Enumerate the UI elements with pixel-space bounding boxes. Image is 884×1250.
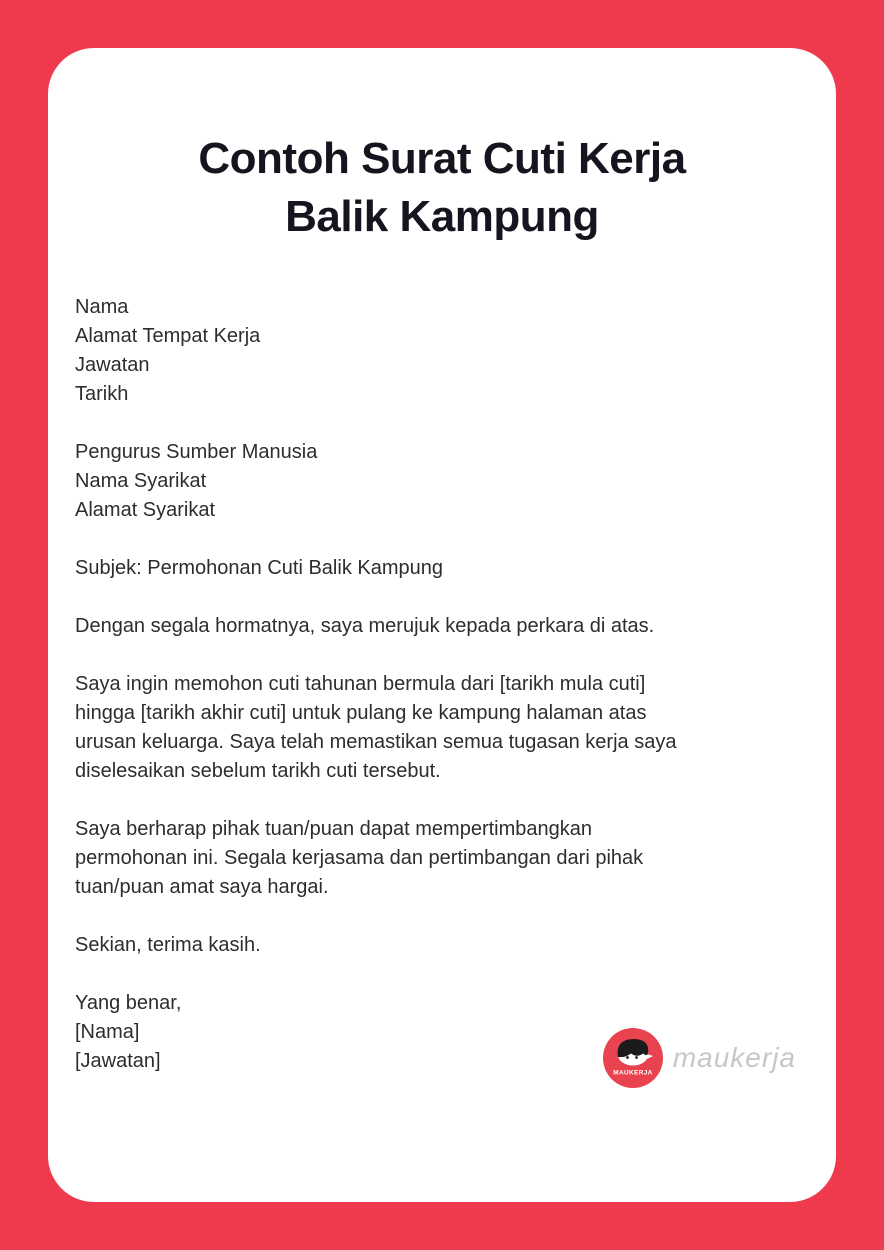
paragraph-line: permohonan ini. Segala kerjasama dan pertimbangan dari pihak xyxy=(75,847,644,869)
recipient-block xyxy=(75,438,810,525)
sender-position: Jawatan xyxy=(75,354,150,376)
paragraph-line: tuan/puan amat saya hargai. xyxy=(75,876,329,898)
page-title xyxy=(48,130,836,246)
paragraph-line: diselesaikan sebelum tarikh cuti tersebut. xyxy=(75,760,441,782)
title-line-1: Contoh Surat Cuti Kerja xyxy=(198,134,686,183)
maukerja-logo xyxy=(603,1028,796,1088)
body-paragraph-2 xyxy=(75,815,810,902)
maukerja-wordmark: maukerja xyxy=(672,1042,796,1073)
sender-block xyxy=(75,293,810,409)
signoff-phrase: Yang benar, xyxy=(75,992,182,1014)
maukerja-badge-icon xyxy=(603,1028,663,1088)
paragraph-line: Saya ingin memohon cuti tahunan bermula dari [tarikh mula cuti] xyxy=(75,673,646,695)
subject-line: Subjek: Permohonan Cuti Balik Kampung xyxy=(75,557,443,579)
signoff-name-placeholder: [Nama] xyxy=(75,1021,140,1043)
recipient-company-name: Nama Syarikat xyxy=(75,470,207,492)
salutation-paragraph: Dengan segala hormatnya, saya merujuk kepada perkara di atas. xyxy=(75,615,655,637)
recipient-company-address: Alamat Syarikat xyxy=(75,499,216,521)
sender-name: Nama xyxy=(75,296,129,318)
paragraph-line: Saya berharap pihak tuan/puan dapat mempertimbangkan xyxy=(75,818,593,840)
signoff-position-placeholder: [Jawatan] xyxy=(75,1050,161,1072)
sender-date: Tarikh xyxy=(75,383,129,405)
paragraph-line: hingga [tarikh akhir cuti] untuk pulang ke kampung halaman atas xyxy=(75,702,647,724)
recipient-title: Pengurus Sumber Manusia xyxy=(75,441,318,463)
letter-card xyxy=(48,48,836,1202)
paragraph-line: urusan keluarga. Saya telah memastikan semua tugasan kerja saya xyxy=(75,731,677,753)
body-paragraph-1 xyxy=(75,670,810,786)
title-line-2: Balik Kampung xyxy=(285,192,599,241)
maukerja-badge-text: MAUKERJA xyxy=(613,1069,653,1077)
closing-thanks: Sekian, terima kasih. xyxy=(75,934,261,956)
letter-body xyxy=(48,293,836,1076)
sender-workplace-address: Alamat Tempat Kerja xyxy=(75,325,261,347)
